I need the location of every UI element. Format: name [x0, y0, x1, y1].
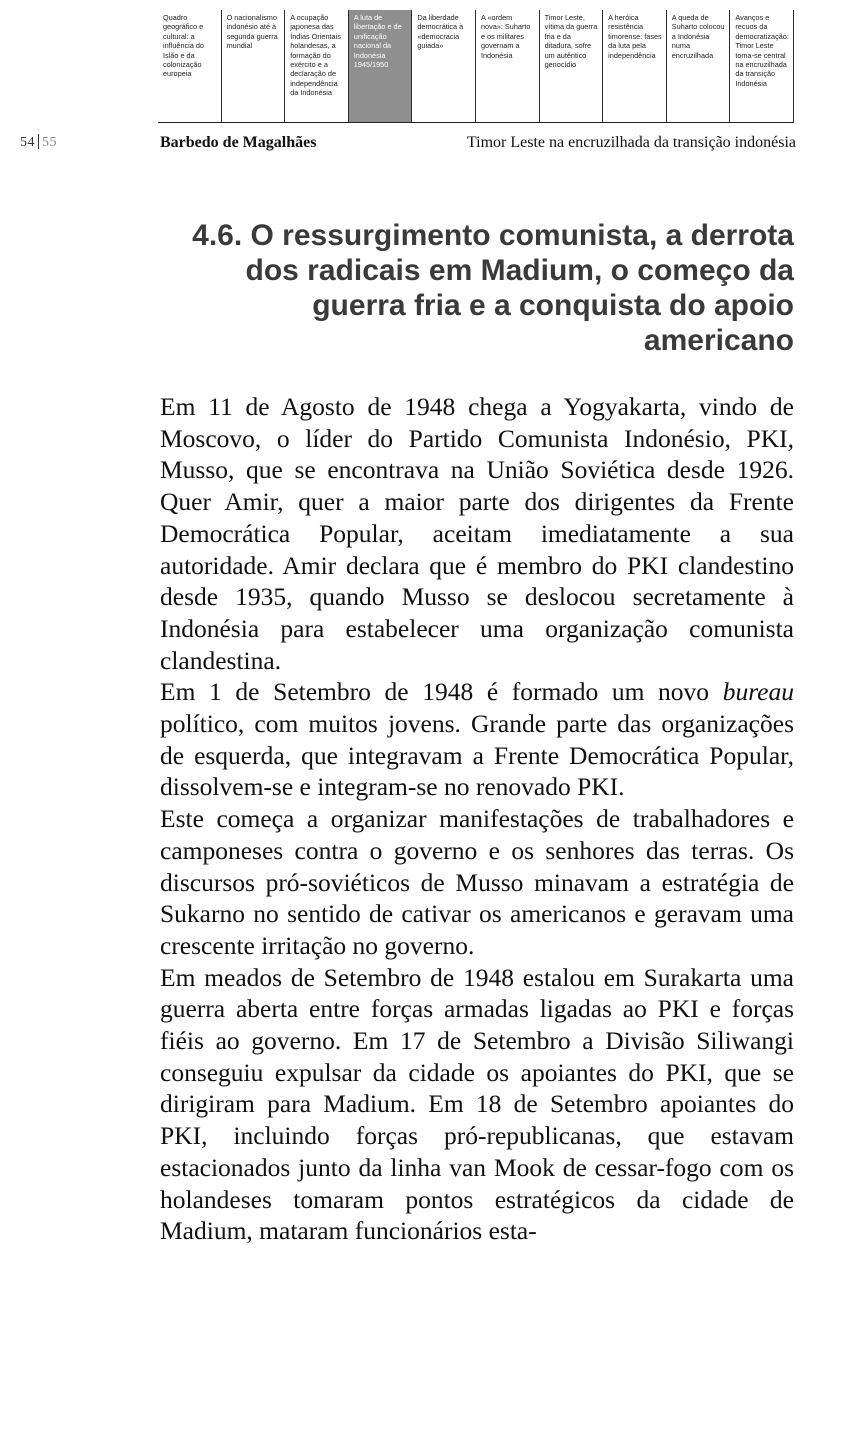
section-title: 4.6. O ressurgimento comunista, a derrota dos radicais em Madium, o começo da guerra fria e a conquista do apoio americano	[192, 219, 794, 357]
chapter-nav-item-active[interactable]: A luta de libertação e de unificação nacional da Indonésia 1945/1950	[349, 10, 413, 122]
chapter-nav-item[interactable]: A heróica resistência timorense: fases da luta pela independência	[603, 10, 667, 122]
chapter-nav-item[interactable]: A queda de Suharto colocou a Indonésia numa encruzilhada	[667, 10, 731, 122]
paragraph-text: Em 1 de Setembro de 1948 é formado um novo	[160, 677, 723, 707]
paragraph: Em meados de Setembro de 1948 estalou em Surakarta uma guerra aberta entre forças armadas ligadas ao PKI e forças fiéis ao governo. Em 17 de Setembro a Divisão Siliwangi conseguiu expulsar da cidade os apoiantes do PKI, que se dirigiram para Madium. Em 18 de Setembro apoiantes do PKI, incluindo forças pró-republicanas, que estavam estacionados junto da linha van Mook de cessar-fogo com os holandeses tomaram pontos estratégicos da cidade de Madium, mataram funcionários esta-	[160, 962, 794, 1246]
running-header-author: Barbedo de Magalhães	[160, 134, 317, 151]
chapter-nav-item[interactable]: Avanços e recuos da democratização: Timor Leste toma-se central na encruzilhada da transição Indonésia	[730, 10, 794, 122]
body-text	[160, 391, 794, 1247]
paragraph: Este começa a organizar manifestações de trabalhadores e camponeses contra o governo e os senhores das terras. Os discursos pró-soviéticos de Musso minavam a estratégia de Sukarno no sentido de cativar os americanos e geravam uma crescente irritação no governo.	[160, 804, 794, 960]
chapter-nav-item[interactable]: O nacionalismo indonésio até à segunda guerra mundial	[222, 10, 286, 122]
chapter-nav-item[interactable]: A «ordem nova»: Suharto e os militares governam a Indonésia	[476, 10, 540, 122]
page-number-separator	[38, 134, 39, 149]
page-number-next: 55	[42, 135, 57, 150]
paragraph: Em 11 de Agosto de 1948 chega a Yogyakarta, vindo de Moscovo, o líder do Partido Comunista Indonésio, PKI, Musso, que se encontrava na União Soviética desde 1926. Quer Amir, quer a maior parte dos dirigentes da Frente Democrática Popular, aceitam imediatamente a sua autoridade. Amir declara que é membro do PKI clandestino desde 1935, quando Musso se deslocou secretamente à Indonésia para estabelecer uma organização comunista clandestina.	[160, 392, 794, 675]
header-divider	[158, 122, 794, 123]
chapter-nav-strip	[158, 10, 794, 122]
italic-term: bureau	[722, 677, 794, 707]
chapter-nav-item[interactable]: Timor Leste, vítima da guerra fria e da ditadura, sofre um autêntico genocídio	[540, 10, 604, 122]
chapter-nav-item[interactable]: A ocupação japonesa das Índias Orientais holandesas, a formação do exército e a declaração de independência da Indonésia	[285, 10, 349, 122]
chapter-nav-item[interactable]: Quadro geográfico e cultural: a influência do Islão e da colonização europeia	[158, 10, 222, 122]
page-number	[20, 134, 57, 151]
running-header-title: Timor Leste na encruzilhada da transição indonésia	[466, 134, 796, 151]
chapter-nav-item[interactable]: Da liberdade democrática à «democracia guiada»	[412, 10, 476, 122]
page-number-current: 54	[20, 135, 35, 150]
paragraph-text: político, com muitos jovens. Grande parte das organizações de esquerda, que integravam a Frente Democrática Popular, dissolvem-se e integram-se no renovado PKI.	[160, 709, 794, 802]
paragraph	[160, 676, 794, 803]
